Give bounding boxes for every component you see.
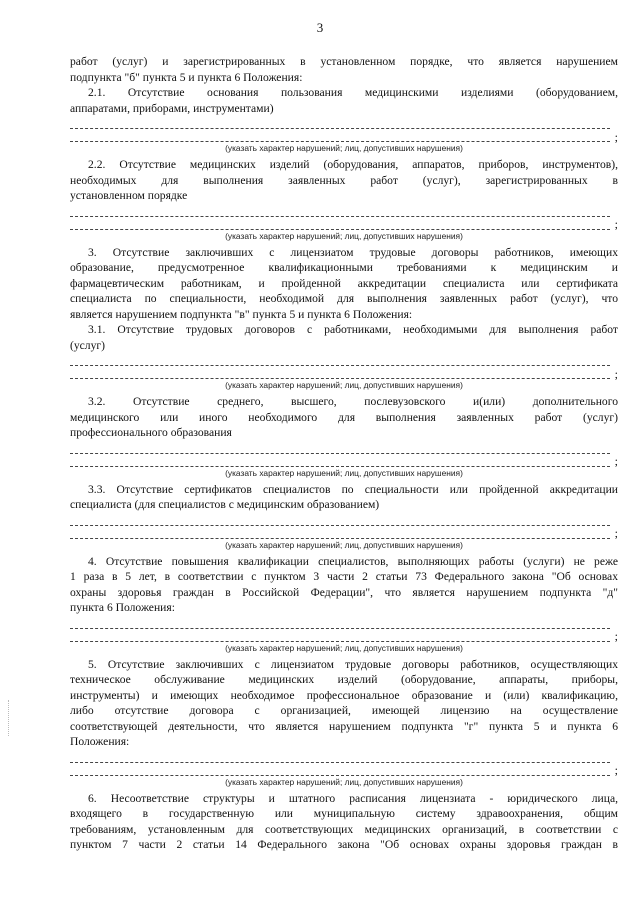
text-line: профессионального образования bbox=[70, 426, 232, 439]
text-line: Положения: bbox=[70, 735, 130, 748]
text-line: требованиям, установленным для соответствующих медицинских организаций, в соответствии с bbox=[70, 822, 618, 836]
text-line: соответствующей деятельности, что является нарушением подпункта "г" пункта 5 и пункта 6 bbox=[70, 719, 618, 733]
page-number: 3 bbox=[316, 20, 324, 35]
item-3: 3. Отсутствие заключивших с лицензиатом трудовые договоры работников, имеющих bbox=[88, 245, 618, 259]
fill-hint: (указать характер нарушений; лиц, допустивших нарушения) bbox=[225, 143, 463, 153]
text-line: подпункта "б" пункта 5 и пункта 6 Положения: bbox=[70, 70, 303, 84]
text-line: работ (услуг) и зарегистрированных в установленном порядке, что является нарушением bbox=[70, 55, 618, 68]
fill-line bbox=[70, 117, 610, 129]
text-line: пунктом 7 части 2 статьи 14 Федерального закона "Об основах охраны здоровья граждан в bbox=[70, 838, 618, 851]
fill-line bbox=[70, 130, 610, 142]
text-line: образование, предусмотренное квалификационными требованиями к медицинским и bbox=[70, 261, 618, 274]
fill-line bbox=[70, 617, 610, 629]
text-line: 1 раза в 5 лет, в соответствии с пунктом 3 части 2 статьи 73 Федерального закона "Об основах bbox=[70, 570, 618, 583]
text-line: необходимых для выполнения заявленных работ (услуг), зарегистрированных в bbox=[70, 173, 618, 187]
item-6: 6. Несоответствие структуры и штатного расписания лицензиата - юридического лица, bbox=[88, 791, 618, 805]
fill-line bbox=[70, 764, 610, 776]
fill-line bbox=[70, 455, 610, 467]
text-line: аппаратами, приборами, инструментами) bbox=[70, 101, 274, 115]
fill-line bbox=[70, 442, 610, 454]
text-line: инструменты) и имеющих необходимое профессиональное образование и (или) квалификацию, bbox=[70, 688, 618, 702]
fill-hint: (указать характер нарушений; лиц, допустивших нарушения) bbox=[225, 776, 463, 787]
text-line: техническое обслуживание медицинских изделий (оборудование, аппараты, приборы, bbox=[70, 673, 618, 686]
fill-hint: (указать характер нарушений; лиц, допустивших нарушения) bbox=[225, 539, 463, 550]
item-2-2: 2.2. Отсутствие медицинских изделий (оборудования, аппаратов, приборов, инструментов), bbox=[88, 158, 618, 171]
fill-hint: (указать характер нарушений; лиц, допустивших нарушения) bbox=[225, 380, 463, 390]
item-2-1: 2.1. Отсутствие основания пользования медицинскими изделиями (оборудованием, bbox=[88, 86, 618, 99]
fill-line bbox=[70, 630, 610, 642]
fill-hint: (указать характер нарушений; лиц, допустивших нарушения) bbox=[225, 642, 463, 653]
fill-hint: (указать характер нарушений; лиц, допустивших нарушения) bbox=[225, 467, 463, 478]
text-line: фармацевтическим работникам, и пройденной аккредитации специалиста или сертификата bbox=[70, 276, 618, 290]
text-line: охраны здоровья граждан в Российской Федерации", что является нарушением подпункта "д" bbox=[70, 585, 618, 599]
item-4: 4. Отсутствие повышения квалификации специалистов, выполняющих работы (услуги) не реже bbox=[88, 554, 618, 568]
fill-line bbox=[70, 751, 610, 763]
item-5: 5. Отсутствие заключивших с лицензиатом трудовые договоры работников, осуществляющих bbox=[88, 657, 618, 671]
fill-line bbox=[70, 205, 610, 217]
fill-line bbox=[70, 514, 610, 526]
fill-hint: (указать характер нарушений; лиц, допустивших нарушения) bbox=[225, 230, 463, 241]
item-3-2: 3.2. Отсутствие среднего, высшего, послевузовского и(или) дополнительного bbox=[88, 395, 618, 408]
text-line: (услуг) bbox=[70, 338, 106, 352]
document-body bbox=[70, 54, 618, 853]
fill-line bbox=[70, 367, 610, 379]
text-line: пункта 6 Положения: bbox=[70, 601, 175, 614]
scan-margin-mark bbox=[8, 700, 10, 736]
text-line: медицинского или иного необходимого для выполнения заявленных работ (услуг) bbox=[70, 410, 618, 424]
fill-line bbox=[70, 218, 610, 230]
fill-line bbox=[70, 527, 610, 539]
text-line: специалиста (для специалистов с медицинским образованием) bbox=[70, 498, 380, 511]
text-line: входящего в государственную или муниципальную систему здравоохранения, общим bbox=[70, 807, 618, 820]
fill-line bbox=[70, 354, 610, 366]
item-3-1: 3.1. Отсутствие трудовых договоров с работниками, необходимыми для выполнения работ bbox=[88, 323, 618, 336]
item-3-3: 3.3. Отсутствие сертификатов специалистов по специальности или пройденной аккредитации bbox=[88, 482, 618, 496]
text-line: является нарушением подпункта "в" пункта 5 и пункта 6 Положения: bbox=[70, 307, 413, 321]
text-line: специалиста по специальности, необходимой для выполнения заявленных работ (услуг), что bbox=[70, 292, 618, 305]
text-line: установленном порядке bbox=[70, 189, 188, 202]
text-line: либо отсутствие договора с организацией, имеющей лицензию на осуществление bbox=[70, 704, 618, 717]
